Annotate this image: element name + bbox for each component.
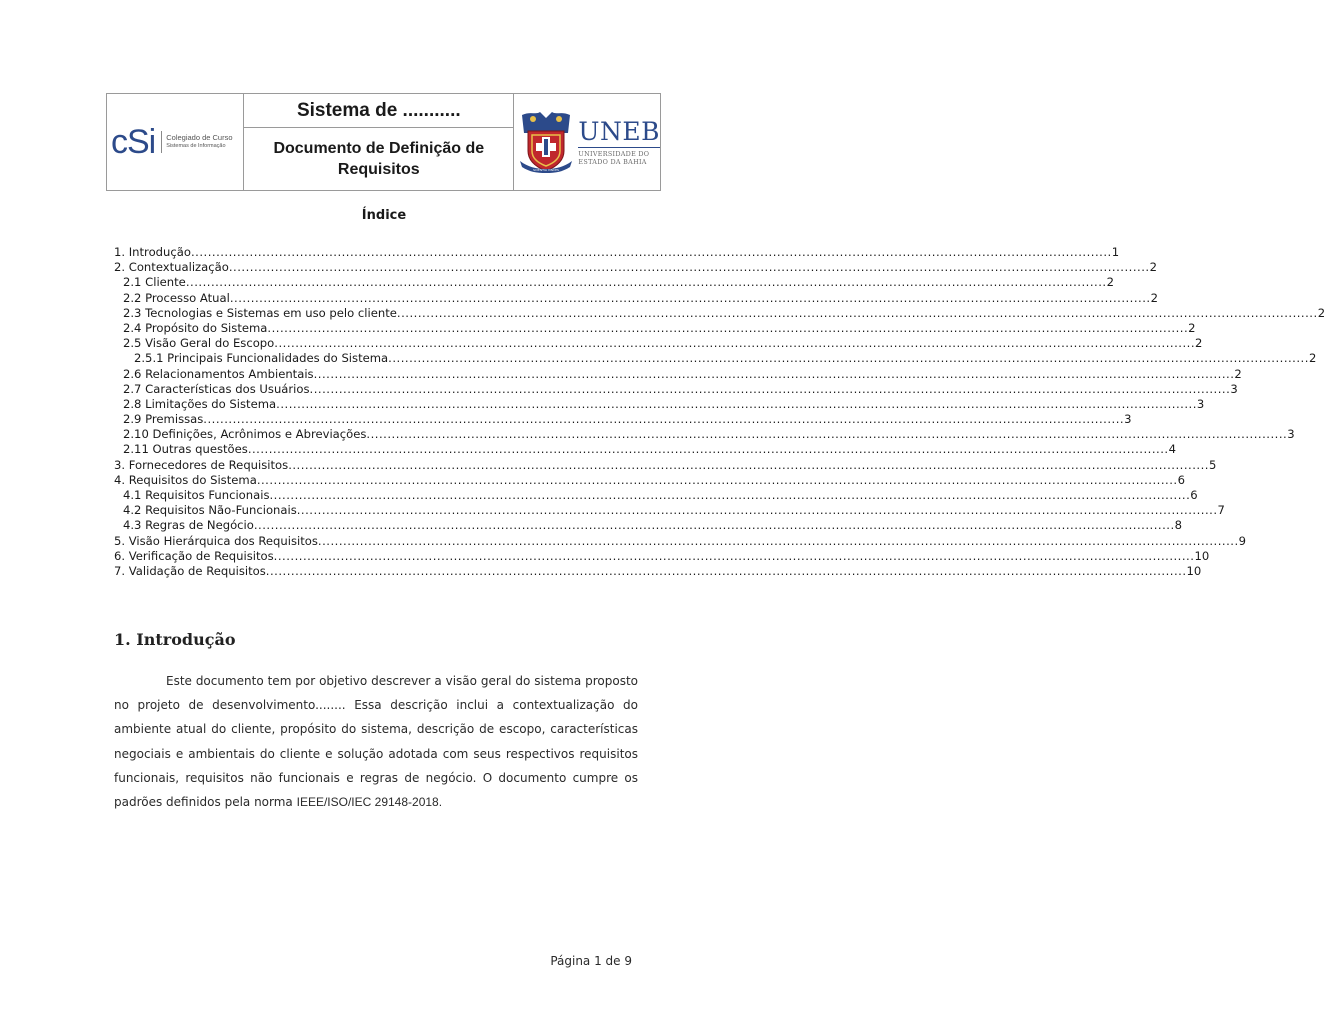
toc-entry[interactable] — [114, 412, 1132, 427]
toc-entry-page: 7 — [1217, 503, 1225, 518]
csi-caption-line1: Colegiado de Curso — [166, 133, 233, 142]
toc-entry[interactable] — [114, 275, 1114, 290]
toc-leader-dots: ............................................................................................................................................................................................................................ — [366, 427, 1288, 442]
toc-entry-page: 3 — [1196, 396, 1205, 411]
toc-leader-dots: ............................................................................................................................................................................................................................ — [253, 518, 1175, 533]
toc-leader-dots: ............................................................................................................................................................................................................................ — [185, 275, 1107, 290]
toc-entry-label: 2.9 Premissas — [123, 412, 204, 427]
toc-entry-label: 2.11 Outras questões — [123, 442, 248, 457]
csi-logo — [111, 123, 233, 162]
toc-leader-dots: ............................................................................................................................................................................................................................ — [288, 457, 1209, 472]
toc-entry-page: 3 — [1287, 427, 1295, 442]
toc-entry-page: 2 — [1195, 336, 1203, 351]
toc-entry-page: 9 — [1238, 533, 1247, 548]
toc-leader-dots: ............................................................................................................................................................................................................................ — [269, 488, 1191, 502]
toc-entry-label: 2.1 Cliente — [123, 275, 186, 290]
toc-leader-dots: ............................................................................................................................................................................................................................ — [273, 548, 1195, 563]
toc-entry[interactable] — [114, 518, 1183, 533]
toc-entry-label: 5. Visão Hierárquica dos Requisitos — [114, 533, 318, 548]
toc-leader-dots: ............................................................................................................................................................................................................................ — [229, 290, 1151, 305]
toc-entry[interactable] — [114, 533, 1247, 549]
csi-caption — [166, 134, 232, 150]
toc-entry-page: 2 — [1149, 260, 1157, 275]
toc-leader-dots: ............................................................................................................................................................................................................................ — [228, 260, 1150, 275]
toc-leader-dots: ............................................................................................................................................................................................................................ — [396, 305, 1318, 320]
toc-entry[interactable] — [114, 290, 1159, 306]
toc-entry[interactable] — [114, 336, 1203, 351]
section-title-introducao: 1. Introdução — [114, 630, 236, 649]
toc-entry-label: 2.7 Características dos Usuários — [123, 381, 310, 396]
table-of-contents — [114, 245, 1325, 579]
toc-entry[interactable] — [114, 366, 1242, 382]
uneb-sub2: ESTADO DA BAHIA — [578, 158, 647, 166]
toc-entry-label: 2.5.1 Principais Funcionalidades do Sistema — [134, 351, 389, 366]
toc-entry-label: 2.3 Tecnologias e Sistemas em uso pelo cliente — [123, 305, 397, 320]
uneb-wordmark — [578, 118, 660, 166]
toc-leader-dots: ............................................................................................................................................................................................................................ — [203, 412, 1125, 427]
header-left-cell — [107, 94, 244, 190]
toc-entry[interactable] — [114, 396, 1205, 412]
toc-entry-page: 10 — [1186, 563, 1202, 578]
toc-leader-dots: ............................................................................................................................................................................................................................ — [247, 442, 1169, 457]
toc-entry[interactable] — [114, 442, 1176, 457]
toc-entry[interactable] — [114, 305, 1325, 321]
toc-leader-dots: ............................................................................................................................................................................................................................ — [309, 381, 1231, 396]
toc-entry-label: 4.2 Requisitos Não-Funcionais — [123, 503, 297, 518]
toc-entry-page: 2 — [1150, 290, 1159, 305]
toc-entry[interactable] — [114, 381, 1238, 397]
toc-entry-label: 6. Verificação de Requisitos — [114, 548, 274, 563]
toc-leader-dots: ............................................................................................................................................................................................................................ — [313, 366, 1235, 381]
uneb-divider — [578, 147, 660, 148]
uneb-logo — [518, 109, 660, 175]
toc-leader-dots: ............................................................................................................................................................................................................................ — [265, 563, 1187, 578]
toc-entry-label: 3. Fornecedores de Requisitos — [114, 457, 289, 472]
toc-entry[interactable] — [114, 503, 1225, 518]
toc-entry[interactable] — [114, 472, 1185, 488]
toc-entry-page: 2 — [1234, 366, 1242, 381]
toc-entry-label: 4.3 Regras de Negócio — [123, 518, 254, 533]
document-header-table — [106, 93, 661, 191]
toc-entry-label: 7. Validação de Requisitos — [114, 563, 266, 578]
toc-leader-dots: ............................................................................................................................................................................................................................ — [276, 396, 1197, 411]
index-title: Índice — [361, 208, 407, 223]
toc-entry[interactable] — [114, 427, 1295, 442]
toc-leader-dots: ............................................................................................................................................................................................................................ — [190, 245, 1112, 259]
toc-leader-dots: ............................................................................................................................................................................................................................ — [317, 533, 1239, 548]
toc-entry-page: 2 — [1188, 320, 1196, 335]
toc-entry-label: 2.5 Visão Geral do Escopo — [123, 336, 275, 351]
toc-entry[interactable] — [114, 245, 1120, 260]
toc-entry-label: 2. Contextualização — [114, 260, 229, 275]
uneb-crest-icon — [518, 109, 574, 175]
toc-entry-page: 6 — [1190, 488, 1198, 502]
toc-leader-dots: ............................................................................................................................................................................................................................ — [388, 351, 1309, 366]
toc-entry-label: 4.1 Requisitos Funcionais — [123, 488, 270, 502]
document-subtitle: Documento de Definição de Requisitos — [273, 140, 485, 178]
toc-leader-dots: ............................................................................................................................................................................................................................ — [267, 320, 1189, 335]
header-right-cell — [514, 94, 660, 190]
uneb-crest-motto: SCIENTIA VINCES — [533, 168, 560, 172]
csi-caption-line2: Sistemas de Informação — [166, 143, 226, 149]
toc-entry-page: 4 — [1168, 442, 1176, 457]
toc-entry-label: 2.8 Limitações do Sistema — [123, 396, 277, 411]
toc-entry[interactable] — [114, 563, 1202, 579]
uneb-name: UNEB — [578, 117, 660, 146]
intro-paragraph-standard: IEEE/ISO/IEC 29148-2018. — [296, 795, 443, 810]
toc-leader-dots: ............................................................................................................................................................................................................................ — [274, 336, 1196, 351]
toc-entry[interactable] — [114, 488, 1198, 503]
toc-entry[interactable] — [114, 260, 1157, 275]
toc-entry-page: 3 — [1124, 412, 1132, 427]
toc-entry-page: 10 — [1194, 548, 1210, 563]
toc-entry-label: 2.6 Relacionamentos Ambientais — [123, 366, 314, 381]
toc-entry-page: 2 — [1317, 305, 1325, 320]
toc-entry[interactable] — [114, 457, 1217, 473]
toc-entry-label: 2.2 Processo Atual — [123, 290, 230, 305]
csi-separator — [161, 131, 162, 153]
toc-entry-page: 1 — [1111, 245, 1120, 259]
toc-entry-label: 1. Introdução — [114, 245, 191, 259]
toc-entry[interactable] — [114, 548, 1210, 564]
uneb-sub1: UNIVERSIDADE DO — [578, 150, 650, 158]
intro-paragraph-text: Este documento tem por objetivo descrever a visão geral do sistema proposto no projeto de desenvolvimento........ Essa descrição inclui a contextualização do ambiente atual do cliente, propósito do sistema, descrição de escopo, características negociais e ambientais do cliente e solução adotada com seus respectivos requisitos funcionais, requisitos não funcionais e regras de negócio. O documento cumpre os padrões definidos pela norma — [114, 674, 638, 810]
toc-leader-dots: ............................................................................................................................................................................................................................ — [296, 503, 1218, 518]
csi-mark: cSi — [111, 122, 156, 161]
toc-entry[interactable] — [114, 320, 1196, 336]
document-title: Sistema de ........... — [244, 94, 513, 128]
toc-entry-page: 6 — [1177, 472, 1185, 487]
toc-entry-page: 2 — [1106, 275, 1114, 290]
toc-entry-page: 5 — [1208, 457, 1217, 472]
header-title-cell — [244, 94, 514, 190]
toc-entry-label: 2.10 Definições, Acrônimos e Abreviações — [123, 427, 367, 442]
toc-leader-dots: ............................................................................................................................................................................................................................ — [256, 472, 1178, 487]
toc-entry[interactable] — [114, 351, 1317, 366]
toc-entry-page: 8 — [1174, 518, 1183, 533]
toc-entry-label: 4. Requisitos do Sistema — [114, 472, 257, 487]
toc-entry-label: 2.4 Propósito do Sistema — [123, 320, 268, 335]
page-number: Página 1 de 9 — [550, 954, 632, 968]
toc-entry-page: 2 — [1308, 351, 1317, 366]
intro-paragraph — [114, 669, 638, 814]
toc-entry-page: 3 — [1230, 381, 1238, 396]
